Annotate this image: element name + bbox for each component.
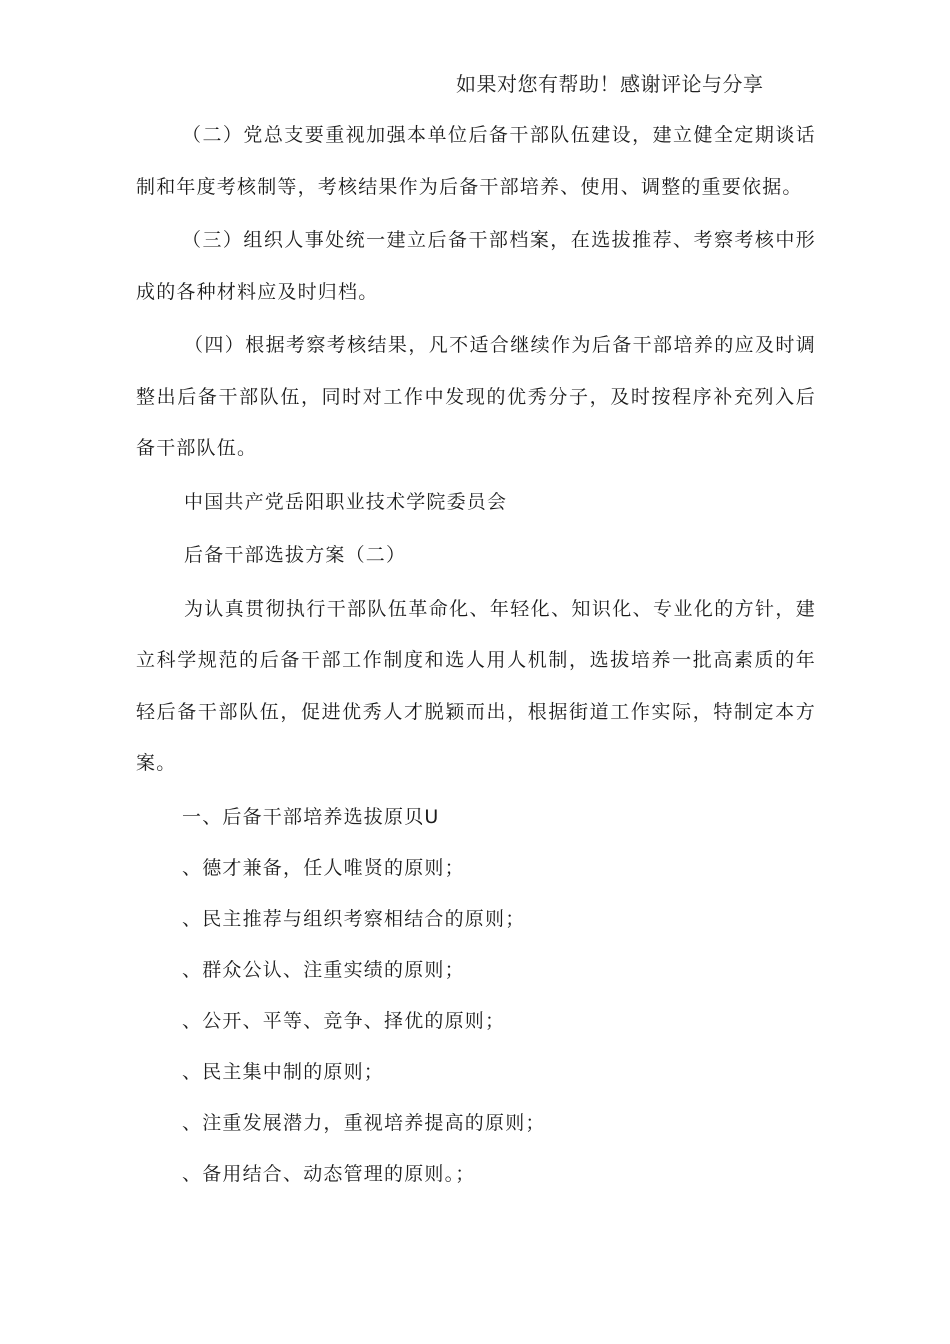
- document-body: [136, 110, 816, 1200]
- document-title: 后备干部选拔方案（二）: [184, 544, 407, 566]
- principle-item: 、民主推荐与组织考察相结合的原则；: [182, 907, 526, 930]
- organization-name: 中国共产党岳阳职业技术学院委员会: [184, 490, 508, 513]
- principle-item: 、民主集中制的原则；: [182, 1060, 385, 1083]
- paragraph-3: （三）组织人事处统一建立后备干部档案，在选拔推荐、考察考核中形成的各种材料应及时归档。: [136, 229, 816, 303]
- paragraph-2: （二）党总支要重视加强本单位后备干部队伍建设，建立健全定期谈话制和年度考核制等，考核结果作为后备干部培养、使用、调整的重要依据。: [136, 124, 816, 198]
- principle-item: 、注重发展潜力，重视培养提高的原则；: [182, 1111, 546, 1134]
- paragraph-4: （四）根据考察考核结果，凡不适合继续作为后备干部培养的应及时调整出后备干部队伍，同时对工作中发现的优秀分子，及时按程序补充列入后备干部队伍。: [136, 334, 816, 459]
- principle-item: 、德才兼备，任人唯贤的原则；: [182, 856, 465, 879]
- header-note: 如果对您有帮助！感谢评论与分享: [456, 72, 764, 96]
- intro-paragraph: 为认真贯彻执行干部队伍革命化、年轻化、知识化、专业化的方针，建立科学规范的后备干部工作制度和选人用人机制，选拔培养一批高素质的年轻后备干部队伍，促进优秀人才脱颖而出，根据街道工作实际，特制定本方案。: [136, 597, 816, 774]
- principle-item: 、群众公认、注重实绩的原则；: [182, 958, 465, 981]
- section-heading: 一、后备干部培养选拔原贝U: [182, 805, 440, 828]
- principle-item: 、公开、平等、竞争、择优的原则；: [182, 1009, 506, 1032]
- principle-item: 、备用结合、动态管理的原则。；: [182, 1162, 476, 1185]
